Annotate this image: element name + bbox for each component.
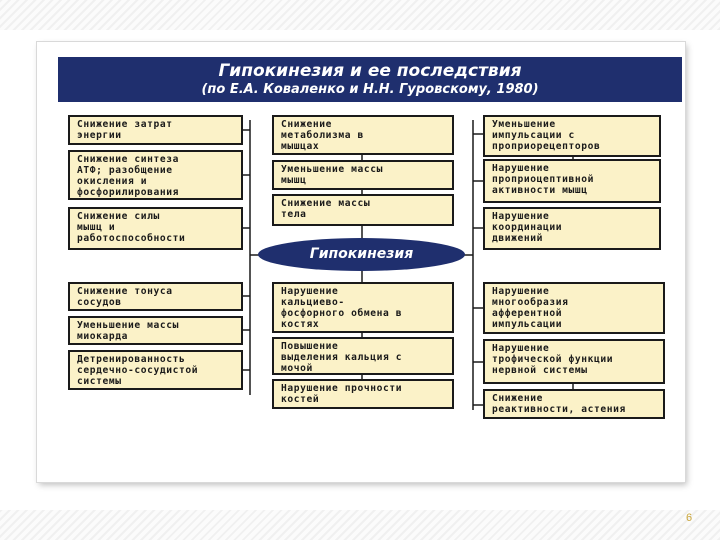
effect-box-middle-4: Нарушение кальциево- фосфорного обмена в костях — [272, 282, 454, 333]
page-number: 6 — [686, 512, 693, 524]
effect-box-middle-5: Повышение выделения кальция с мочой — [272, 337, 454, 375]
effect-box-right-1: Уменьшение импульсации с проприорецепторов — [483, 115, 661, 157]
effect-box-left-5: Уменьшение массы миокарда — [68, 316, 243, 345]
effect-box-right-4: Нарушение многообразия афферентной импульсации — [483, 282, 665, 334]
effect-box-right-2: Нарушение проприоцептивной активности мышц — [483, 159, 661, 203]
effect-box-left-1: Снижение затрат энергии — [68, 115, 243, 145]
effect-box-left-4: Снижение тонуса сосудов — [68, 282, 243, 311]
effect-box-left-6: Детренированность сердечно-сосудистой системы — [68, 350, 243, 390]
diagram-title: Гипокинезия и ее последствия — [218, 61, 522, 81]
effect-box-middle-1: Снижение метаболизма в мышцах — [272, 115, 454, 155]
effect-box-middle-2: Уменьшение массы мышц — [272, 160, 454, 190]
diagram-subtitle: (по Е.А. Коваленко и Н.Н. Гуровскому, 1980) — [201, 82, 539, 97]
effect-box-right-6: Снижение реактивности, астения — [483, 389, 665, 419]
center-node-hypokinesia: Гипокинезия — [258, 238, 465, 271]
effect-box-middle-3: Снижение массы тела — [272, 194, 454, 226]
effect-box-right-3: Нарушение координации движений — [483, 207, 661, 250]
effect-box-left-3: Снижение силы мышц и работоспособности — [68, 207, 243, 250]
effect-box-middle-6: Нарушение прочности костей — [272, 379, 454, 409]
effect-box-right-5: Нарушение трофической функции нервной системы — [483, 339, 665, 384]
effect-box-left-2: Снижение синтеза АТФ; разобщение окисления и фосфорилирования — [68, 150, 243, 200]
